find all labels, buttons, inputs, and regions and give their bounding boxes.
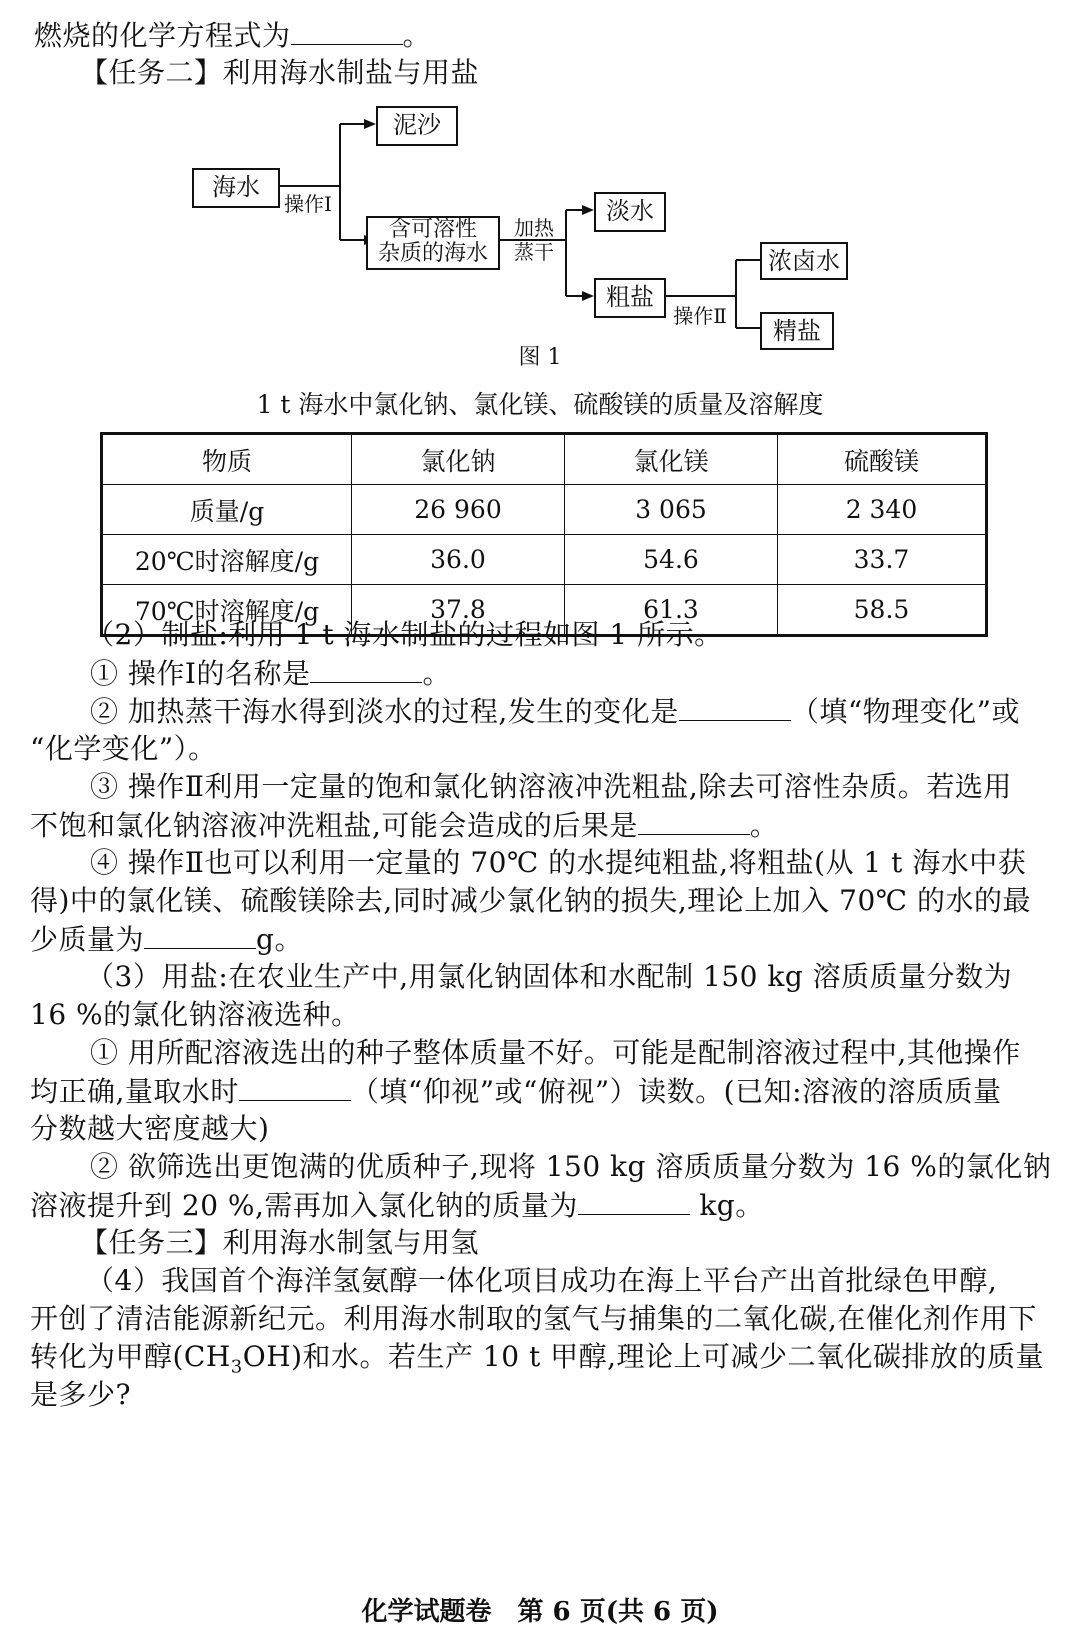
table-cell: 26 960	[352, 485, 565, 535]
answer-blank[interactable]	[144, 922, 256, 949]
table-header-cell: 硫酸镁	[778, 434, 987, 485]
table-header-row	[102, 434, 987, 485]
process-diagram	[190, 98, 910, 360]
brine-box: 浓卤水	[760, 242, 848, 280]
crude-salt-box: 粗盐	[594, 278, 666, 318]
q3-1-cont2: 分数越大密度越大)	[30, 1112, 270, 1145]
q2-3-cont: 不饱和氯化钠溶液冲洗粗盐,可能会造成的后果是 。	[30, 809, 779, 842]
page-footer: 化学试题卷 第 6 页(共 6 页)	[361, 1597, 719, 1627]
table-row	[102, 485, 987, 535]
heat-evaporate-label: 加热 蒸干	[514, 216, 554, 264]
refined-salt-box: 精盐	[760, 312, 834, 350]
table-cell: 37.8	[352, 585, 565, 636]
q3-1: ① 用所配溶液选出的种子整体质量不好。可能是配制溶液过程中,其他操作	[90, 1036, 1021, 1069]
answer-blank[interactable]	[291, 18, 403, 45]
seawater-box: 海水	[192, 168, 280, 208]
q2-3: ③ 操作Ⅱ利用一定量的饱和氯化钠溶液冲洗粗盐,除去可溶性杂质。若选用	[90, 770, 1012, 803]
q4-cont3: 是多少?	[30, 1378, 132, 1411]
table-cell: 70℃时溶解度/g	[102, 585, 352, 636]
table-title: 1 t 海水中氯化钠、氯化镁、硫酸镁的质量及溶解度	[256, 390, 824, 419]
table-cell: 58.5	[778, 585, 987, 636]
q3-intro-cont: 16 %的氯化钠溶液选种。	[30, 998, 360, 1031]
task3-heading: 【任务三】利用海水制氢与用氢	[80, 1226, 480, 1259]
answer-blank[interactable]	[638, 808, 750, 835]
answer-blank[interactable]	[239, 1074, 351, 1101]
q2-intro: （2）制盐:利用 1 t 海水制盐的过程如图 1 所示。	[86, 618, 723, 651]
task2-heading: 【任务二】利用海水制盐与用盐	[80, 56, 480, 89]
solubility-table	[100, 432, 988, 637]
answer-blank[interactable]	[310, 656, 422, 683]
q2-2-cont: “化学变化”）。	[30, 732, 217, 765]
fresh-water-box: 淡水	[594, 192, 666, 232]
table-cell: 61.3	[565, 585, 778, 636]
operation-2-label: 操作Ⅱ	[673, 304, 727, 328]
table-cell: 2 340	[778, 485, 987, 535]
table-cell: 20℃时溶解度/g	[102, 535, 352, 585]
q2-4-cont2: 少质量为 g。	[30, 923, 303, 956]
operation-1-label: 操作Ⅰ	[284, 192, 332, 216]
table-cell: 54.6	[565, 535, 778, 585]
answer-blank[interactable]	[578, 1188, 690, 1215]
table-header-cell: 氯化镁	[565, 434, 778, 485]
figure-caption: 图 1	[518, 345, 562, 370]
table-cell: 36.0	[352, 535, 565, 585]
q4-cont2: 转化为甲醇$(CH_3OH)$和水。若生产 10 t 甲醇,理论上可减少二氧化碳排放的质量	[30, 1340, 1045, 1378]
table-row	[102, 535, 987, 585]
q3-1-cont: 均正确,量取水时 （填“仰视”或“俯视”）读数。(已知:溶液的溶质质量	[30, 1075, 1002, 1108]
q2-4-cont: 得)中的氯化镁、硫酸镁除去,同时减少氯化钠的损失,理论上加入 70℃ 的水的最	[30, 884, 1031, 917]
table-cell: 33.7	[778, 535, 987, 585]
q2-2: ② 加热蒸干海水得到淡水的过程,发生的变化是 （填“物理变化”或	[90, 695, 1020, 728]
impure-seawater-box: 含可溶性 杂质的海水	[366, 216, 500, 270]
q3-2: ② 欲筛选出更饱满的优质种子,现将 150 kg 溶质质量分数为 16 %的氯化钠	[90, 1150, 1052, 1183]
q2-4: ④ 操作Ⅱ也可以利用一定量的 70℃ 的水提纯粗盐,将粗盐(从 1 t 海水中获	[90, 846, 1027, 879]
q2-1: ① 操作Ⅰ的名称是 。	[90, 657, 451, 690]
q3-2-cont: 溶液提升到 20 %,需再加入氯化钠的质量为 kg。	[30, 1189, 764, 1222]
table-header-cell: 氯化钠	[352, 434, 565, 485]
table-header-cell: 物质	[102, 434, 352, 485]
q3-intro: （3）用盐:在农业生产中,用氯化钠固体和水配制 150 kg 溶质质量分数为	[86, 960, 1013, 993]
equation-prompt: 燃烧的化学方程式为	[34, 19, 291, 52]
answer-blank[interactable]	[679, 694, 791, 721]
q4: （4）我国首个海洋氢氨醇一体化项目成功在海上平台产出首批绿色甲醇,	[86, 1264, 998, 1297]
q4-cont: 开创了清洁能源新纪元。利用海水制取的氢气与捕集的二氧化碳,在催化剂作用下	[30, 1302, 1037, 1335]
mud-box: 泥沙	[376, 106, 458, 146]
table-cell: 质量/g	[102, 485, 352, 535]
table-cell: 3 065	[565, 485, 778, 535]
equation-line: 燃烧的化学方程式为 。	[34, 19, 432, 52]
